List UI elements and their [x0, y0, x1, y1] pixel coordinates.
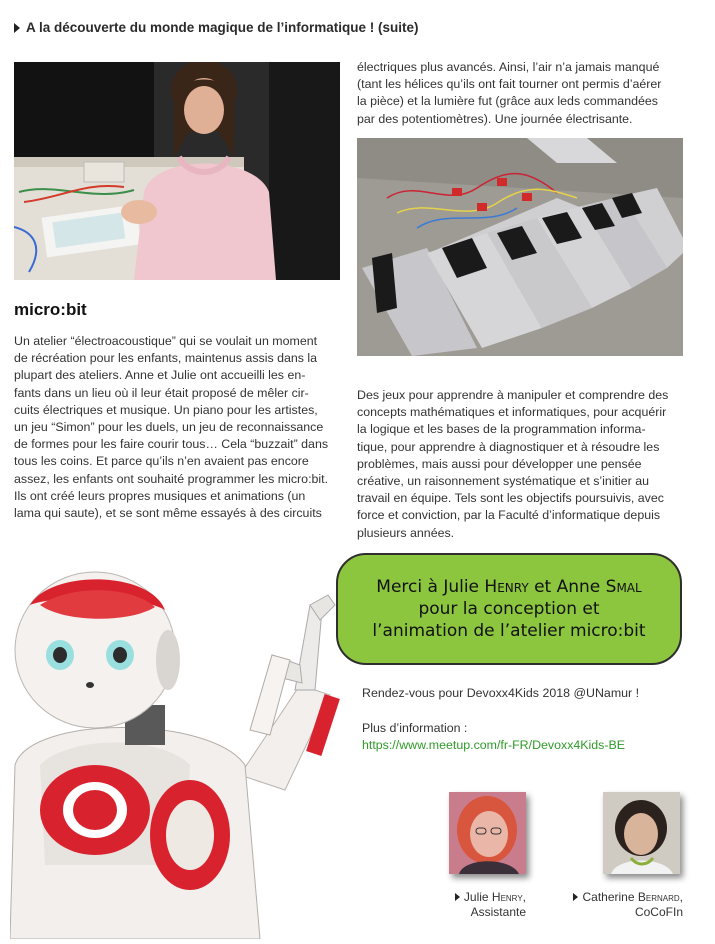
person-first-name: Catherine [582, 890, 638, 904]
text-line: lama qui saute), et se sont même essayés à des circuits [14, 506, 322, 521]
bullet-triangle-icon [573, 893, 578, 901]
person-role: Assistante [470, 905, 526, 919]
left-column-text [14, 333, 337, 522]
thanks-line-1 [376, 576, 641, 598]
thanks-name-2: Smal [605, 577, 642, 597]
thanks-prefix: Merci à Julie [376, 577, 485, 597]
text-line: (tant les hélices qu’ils ont fait tourner ont permis d’aérer [357, 77, 662, 92]
right-column-bottom-text [357, 387, 683, 542]
text-line: par des potentiomètres). Une journée électrisante. [357, 111, 633, 126]
text-line: Ils ont créé leurs propres musiques et animations (un [14, 488, 306, 503]
text-line: fants dans un lieu où il leur était proposé de mêler cir- [14, 385, 309, 400]
text-line: de récréation pour les enfants, maintenus assis dans la [14, 351, 318, 366]
meetup-link[interactable]: https://www.meetup.com/fr-FR/Devoxx4Kids-BE [362, 738, 626, 752]
person-first-name: Julie [463, 890, 492, 904]
section-title: micro:bit [14, 300, 87, 319]
caption-julie [420, 890, 526, 920]
caption-name-line [420, 890, 526, 905]
text-line: concepts mathématiques et informatiques, pour acquérir [357, 405, 667, 420]
text-line: tous les coins. Et parce qu’ils n’en avaient pas encore [14, 454, 309, 469]
person-suffix: , [522, 890, 526, 904]
thanks-callout [336, 553, 682, 665]
caption-name-line [540, 890, 683, 905]
text-line: Un atelier “électroacoustique” qui se voulait un moment [14, 334, 318, 348]
photo-piano-circuit [357, 138, 683, 356]
rendezvous-text: Rendez-vous pour Devoxx4Kids 2018 @UNamur ! [362, 686, 640, 700]
portrait-catherine-bernard [603, 792, 680, 874]
thanks-mid: et Anne [528, 577, 606, 597]
photo-girl-microbit [14, 62, 340, 280]
header-title: A la découverte du monde magique de l’informatique ! (suite) [26, 20, 419, 35]
text-line: la logique et les bases de la programmation informa- [357, 422, 646, 437]
bullet-triangle-icon [455, 893, 460, 901]
nao-robot-illustration [10, 565, 350, 939]
text-line: tique, pour apprendre à diagnostiquer et à résoudre les [357, 439, 660, 454]
text-line: un jeu “Simon” pour les duels, un jeu de reconnaissance [14, 420, 324, 435]
thanks-line-2: pour la conception et [418, 599, 600, 619]
text-line: de formes pour les faire courir tous… Cela “buzzait” dans [14, 437, 329, 452]
text-line: assez, les enfants ont souhaité programmer les micro:bit. [14, 471, 329, 486]
person-last-name: Bernard [637, 890, 680, 904]
text-line: force et conviction, par la Faculté d’informatique depuis [357, 508, 661, 523]
page-header [14, 20, 419, 35]
bullet-triangle-icon [14, 23, 20, 33]
thanks-line-3: l’animation de l’atelier micro:bit [372, 621, 646, 641]
text-line: travail en équipe. Tels sont les objectifs poursuivis, avec [357, 491, 664, 506]
text-line: créative, un raisonnement systématique et s’initier au [357, 474, 650, 489]
person-role: CoCoFIn [634, 905, 683, 919]
more-info-label: Plus d’information : [362, 721, 468, 735]
text-line: électriques plus avancés. Ainsi, l’air n’a jamais manqué [357, 60, 660, 74]
text-line: problèmes, mais aussi pour développer une pensée [357, 456, 642, 471]
portrait-julie-henry [449, 792, 526, 874]
right-column-top-text [357, 59, 683, 128]
person-suffix: , [679, 890, 683, 904]
caption-catherine [540, 890, 683, 920]
text-line: cuits électriques et musique. Un piano pour les artistes, [14, 402, 318, 417]
text-line: plupart des ateliers. Anne et Julie ont accueilli les en- [14, 368, 306, 383]
text-line: Des jeux pour apprendre à manipuler et comprendre des [357, 388, 669, 402]
person-last-name: Henry [491, 890, 523, 904]
text-line: plusieurs années. [357, 525, 455, 540]
thanks-name-1: Henry [484, 577, 529, 597]
text-line: la pièce) et la lumière fut (grâce aux leds commandées [357, 94, 658, 109]
